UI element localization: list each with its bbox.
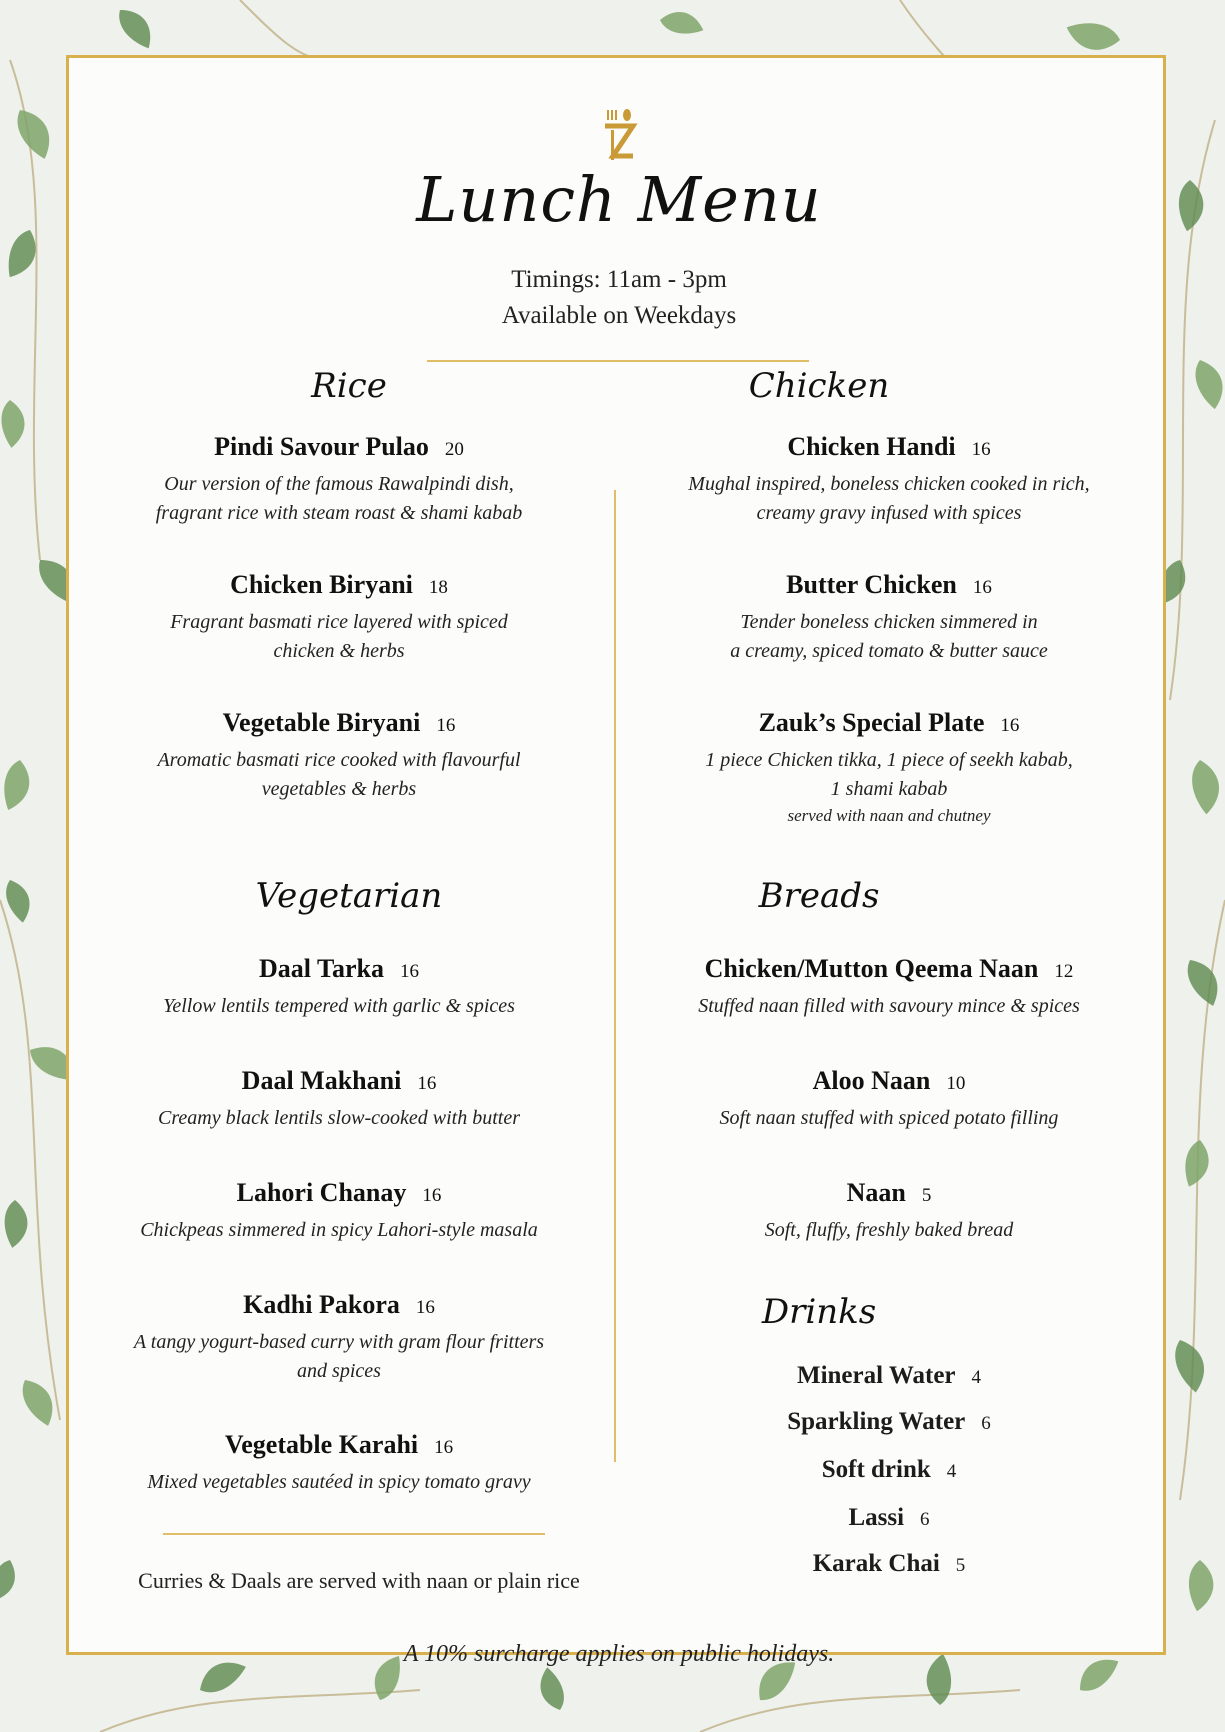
menu-item [89, 708, 589, 804]
section-title-rice: Rice [311, 366, 387, 406]
item-description: chicken & herbs [273, 640, 405, 662]
header-divider [427, 360, 809, 362]
item-description: creamy gravy infused with spices [756, 502, 1022, 524]
menu-item [89, 1290, 589, 1386]
drink-item [629, 1362, 1149, 1390]
item-price: 16 [417, 1073, 437, 1094]
item-description: Chickpeas simmered in spicy Lahori-style masala [140, 1219, 538, 1241]
item-price: 16 [415, 1297, 435, 1318]
menu-item [629, 1066, 1149, 1133]
drink-price: 4 [971, 1367, 982, 1388]
item-description: Aromatic basmati rice cooked with flavourful [157, 749, 521, 771]
menu-item [89, 1066, 589, 1133]
item-price: 16 [422, 1185, 442, 1206]
item-name: Chicken/Mutton Qeema Naan [704, 954, 1039, 983]
item-name: Chicken Biryani [230, 570, 413, 599]
column-divider [614, 490, 616, 1462]
item-description: A tangy yogurt-based curry with gram flour fritters [133, 1331, 545, 1353]
item-price: 20 [444, 439, 464, 460]
drink-item [629, 1504, 1149, 1532]
drink-item [629, 1456, 1149, 1484]
timings: Timings: 11am - 3pm [511, 266, 727, 293]
item-price: 12 [1054, 961, 1074, 982]
item-description: Soft, fluffy, freshly baked bread [764, 1219, 1014, 1241]
item-price: 16 [971, 439, 991, 460]
item-name: Lahori Chanay [236, 1178, 407, 1207]
item-description: and spices [297, 1360, 381, 1382]
item-description: Mixed vegetables sautéed in spicy tomato gravy [147, 1471, 531, 1493]
item-name: Butter Chicken [786, 570, 957, 599]
item-description: Fragrant basmati rice layered with spiced [170, 611, 508, 633]
section-title-breads: Breads [758, 876, 880, 916]
drink-name: Sparkling Water [787, 1408, 966, 1435]
item-description: Yellow lentils tempered with garlic & spices [163, 995, 515, 1017]
menu-item [89, 570, 589, 666]
item-name: Zauk’s Special Plate [758, 708, 985, 737]
drink-name: Karak Chai [812, 1550, 940, 1577]
item-name: Kadhi Pakora [243, 1290, 400, 1319]
drink-price: 5 [955, 1555, 966, 1576]
menu-item [89, 1430, 589, 1497]
item-price: 16 [400, 961, 419, 982]
item-description: a creamy, spiced tomato & butter sauce [730, 640, 1048, 662]
drink-name: Mineral Water [796, 1362, 956, 1389]
item-name: Daal Tarka [259, 954, 384, 983]
item-price: 16 [434, 1437, 454, 1458]
availability: Available on Weekdays [501, 302, 737, 329]
page-title: Lunch Menu [416, 163, 822, 236]
item-description: Stuffed naan filled with savoury mince & spices [698, 995, 1080, 1017]
item-description: 1 piece Chicken tikka, 1 piece of seekh kabab, [705, 749, 1073, 771]
menu-item [89, 1178, 589, 1245]
item-price: 16 [436, 715, 456, 736]
item-description: Soft naan stuffed with spiced potato filling [719, 1107, 1059, 1129]
item-description: Mughal inspired, boneless chicken cooked in rich, [688, 473, 1090, 495]
menu-card [66, 55, 1166, 1667]
drink-item [629, 1408, 1149, 1436]
item-serving-note: served with naan and chutney [787, 806, 991, 825]
menu-item [629, 570, 1149, 666]
item-description: 1 shami kabab [830, 778, 948, 800]
item-name: Naan [846, 1178, 906, 1207]
drink-name: Soft drink [821, 1456, 931, 1483]
section-title-drinks: Drinks [761, 1292, 877, 1332]
item-price: 16 [1000, 715, 1020, 736]
item-description: fragrant rice with steam roast & shami kabab [155, 502, 523, 524]
item-name: Pindi Savour Pulao [214, 432, 429, 461]
menu-item [89, 432, 589, 528]
item-price: 18 [428, 577, 448, 598]
menu-item [629, 1178, 1149, 1245]
curries-note: Curries & Daals are served with naan or plain rice [138, 1568, 580, 1593]
item-name: Vegetable Biryani [222, 708, 421, 737]
section-title-chicken: Chicken [748, 366, 890, 406]
menu-item [629, 432, 1149, 528]
drink-price: 6 [920, 1509, 930, 1530]
item-price: 5 [921, 1185, 932, 1206]
item-name: Chicken Handi [787, 432, 956, 461]
notes-divider [163, 1533, 545, 1535]
menu-item [629, 954, 1149, 1021]
item-name: Aloo Naan [812, 1066, 931, 1095]
item-price: 10 [946, 1073, 966, 1094]
drink-item [629, 1550, 1149, 1578]
menu-item [89, 954, 589, 1021]
item-description: vegetables & herbs [261, 778, 417, 800]
item-description: Tender boneless chicken simmered in [740, 611, 1038, 633]
drink-price: 6 [981, 1413, 991, 1434]
menu-item [629, 708, 1149, 828]
item-name: Vegetable Karahi [224, 1430, 419, 1459]
fork-spoon-logo-icon [599, 108, 639, 168]
item-description: Our version of the famous Rawalpindi dish, [164, 473, 514, 495]
drink-price: 4 [946, 1461, 957, 1482]
drink-name: Lassi [848, 1504, 905, 1531]
item-name: Daal Makhani [241, 1066, 402, 1095]
surcharge-note: A 10% surcharge applies on public holidays. [403, 1641, 835, 1667]
item-price: 16 [972, 577, 992, 598]
item-description: Creamy black lentils slow-cooked with butter [158, 1107, 520, 1129]
section-title-vegetarian: Vegetarian [255, 876, 443, 916]
